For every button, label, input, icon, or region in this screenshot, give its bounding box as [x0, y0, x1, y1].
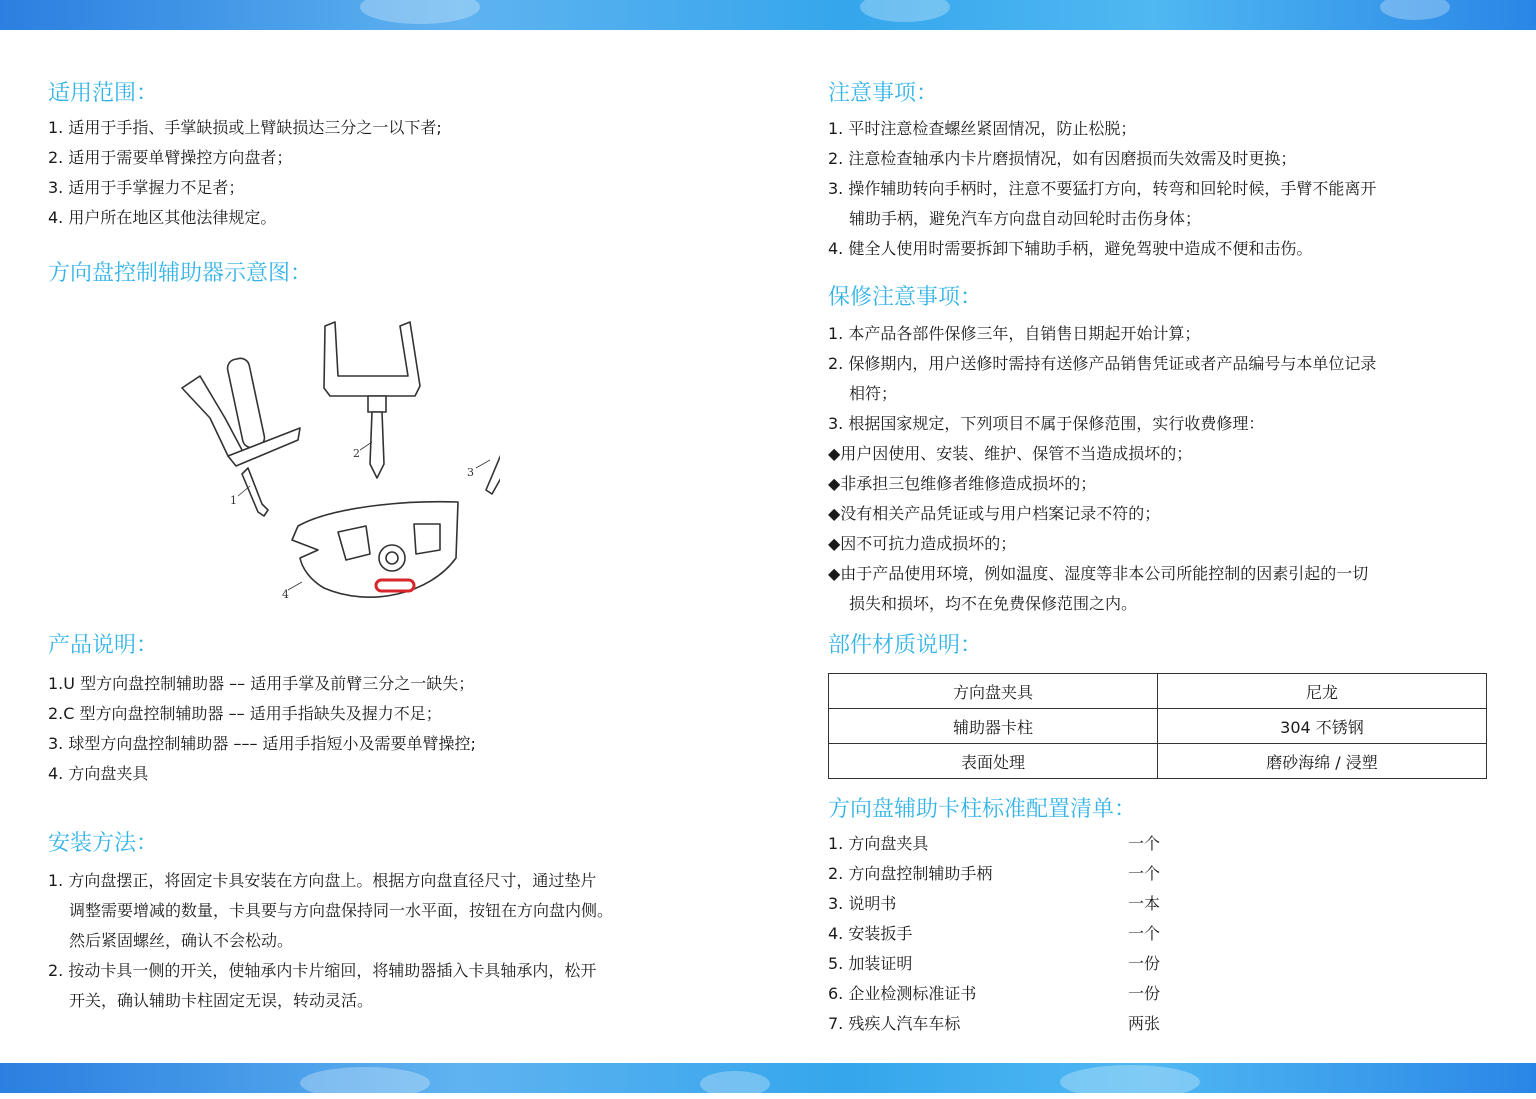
scope-item: 1. 适用于手指、手掌缺损或上臂缺损达三分之一以下者; [48, 118, 442, 137]
product-item: 4. 方向盘夹具 [48, 764, 149, 783]
table-row [829, 674, 1487, 709]
material-part-cell: 表面处理 [829, 744, 1158, 779]
table-row [829, 744, 1487, 779]
warranty-line: ◆因不可抗力造成损坏的； [828, 534, 1017, 553]
warranty-line: 2. 保修期内，用户送修时需持有送修产品销售凭证或者产品编号与本单位记录 [828, 354, 1377, 373]
part-label: 1 [230, 494, 237, 507]
kit-item-qty: 一份 [1128, 954, 1161, 973]
warranty-line: ◆用户因使用、安装、维护、保管不当造成损坏的； [828, 444, 1193, 463]
scope-heading: 适用范围： [48, 81, 159, 106]
kit-item-qty: 一本 [1128, 894, 1161, 913]
warranty-heading: 保修注意事项： [828, 285, 983, 310]
material-value-cell: 磨砂海绵 / 浸塑 [1158, 744, 1487, 779]
warranty-line: ◆由于产品使用环境，例如温度、湿度等非本公司所能控制的因素引起的一切 [828, 564, 1369, 583]
kit-heading: 方向盘辅助卡柱标准配置清单： [828, 797, 1137, 822]
kit-item-name: 2. 方向盘控制辅助手柄 [828, 864, 993, 883]
warranty-line: ◆非承担三包维修者维修造成损坏的； [828, 474, 1097, 493]
kit-item-qty: 一个 [1128, 864, 1161, 883]
kit-item-name: 6. 企业检测标准证书 [828, 984, 977, 1003]
product-item: 1.U 型方向盘控制辅助器 –– 适用手掌及前臂三分之一缺失； [48, 674, 475, 693]
materials-heading: 部件材质说明： [828, 633, 983, 658]
install-heading: 安装方法： [48, 831, 159, 856]
install-line: 2. 按动卡具一侧的开关，使轴承内卡片缩回，将辅助器插入卡具轴承内，松开 [48, 961, 597, 980]
product-item: 2.C 型方向盘控制辅助器 –– 适用手指缺失及握力不足； [48, 704, 442, 723]
kit-item-name: 5. 加装证明 [828, 954, 913, 973]
c-type-handle-part [324, 322, 420, 478]
material-value-cell: 尼龙 [1158, 674, 1487, 709]
scope-item: 3. 适用于手掌握力不足者； [48, 178, 245, 197]
bottom-banner [0, 1063, 1536, 1093]
material-value-cell: 304 不锈钢 [1158, 709, 1487, 744]
materials-table [828, 673, 1487, 779]
notes-line: 4. 健全人使用时需要拆卸下辅助手柄，避免驾驶中造成不便和击伤。 [828, 239, 1313, 258]
steering-wheel-clamp-part [292, 502, 458, 597]
kit-item-qty: 一个 [1128, 834, 1161, 853]
kit-item-qty: 两张 [1128, 1014, 1161, 1033]
notes-heading: 注意事项： [828, 81, 939, 106]
notes-line: 1. 平时注意检查螺丝紧固情况，防止松脱； [828, 119, 1137, 138]
kit-item-name: 4. 安装扳手 [828, 924, 913, 943]
notes-line: 2. 注意检查轴承内卡片磨损情况，如有因磨损而失效需及时更换； [828, 149, 1297, 168]
ball-type-handle-part [486, 364, 500, 494]
kit-item-name: 1. 方向盘夹具 [828, 834, 929, 853]
scope-item: 2. 适用于需要单臂操控方向盘者； [48, 148, 293, 167]
kit-item-qty: 一个 [1128, 924, 1161, 943]
part-label: 4 [282, 588, 289, 601]
scope-item: 4. 用户所在地区其他法律规定。 [48, 208, 277, 227]
warranty-line: 损失和损坏，均不在免费保修范围之内。 [849, 594, 1138, 613]
u-type-handle-part [182, 357, 300, 516]
diagram-heading: 方向盘控制辅助器示意图： [48, 261, 313, 286]
kit-item-qty: 一份 [1128, 984, 1161, 1003]
top-banner [0, 0, 1536, 30]
notes-line: 3. 操作辅助转向手柄时，注意不要猛打方向，转弯和回轮时候，手臂不能离开 [828, 179, 1377, 198]
install-line: 调整需要增减的数量，卡具要与方向盘保持同一水平面，按钮在方向盘内侧。 [69, 901, 614, 920]
warranty-line: 1. 本产品各部件保修三年，自销售日期起开始计算； [828, 324, 1201, 343]
table-row [829, 709, 1487, 744]
product-heading: 产品说明： [48, 633, 159, 658]
material-part-cell: 方向盘夹具 [829, 674, 1158, 709]
warranty-line: 3. 根据国家规定，下列项目不属于保修范围，实行收费修理： [828, 414, 1265, 433]
part-label: 2 [353, 447, 360, 460]
kit-item-name: 7. 残疾人汽车车标 [828, 1014, 961, 1033]
install-line: 然后紧固螺丝，确认不会松动。 [69, 931, 294, 950]
install-line: 开关，确认辅助卡柱固定无误，转动灵活。 [69, 991, 374, 1010]
warranty-line: 相符； [849, 384, 898, 403]
product-item: 3. 球型方向盘控制辅助器 ––– 适用手指短小及需要单臂操控; [48, 734, 476, 753]
part-label: 3 [467, 466, 474, 479]
device-diagram [170, 318, 500, 608]
notes-line: 辅助手柄，避免汽车方向盘自动回轮时击伤身体； [849, 209, 1202, 228]
material-part-cell: 辅助器卡柱 [829, 709, 1158, 744]
install-line: 1. 方向盘摆正，将固定卡具安装在方向盘上。根据方向盘直径尺寸，通过垫片 [48, 871, 597, 890]
kit-item-name: 3. 说明书 [828, 894, 897, 913]
warranty-line: ◆没有相关产品凭证或与用户档案记录不符的； [828, 504, 1161, 523]
